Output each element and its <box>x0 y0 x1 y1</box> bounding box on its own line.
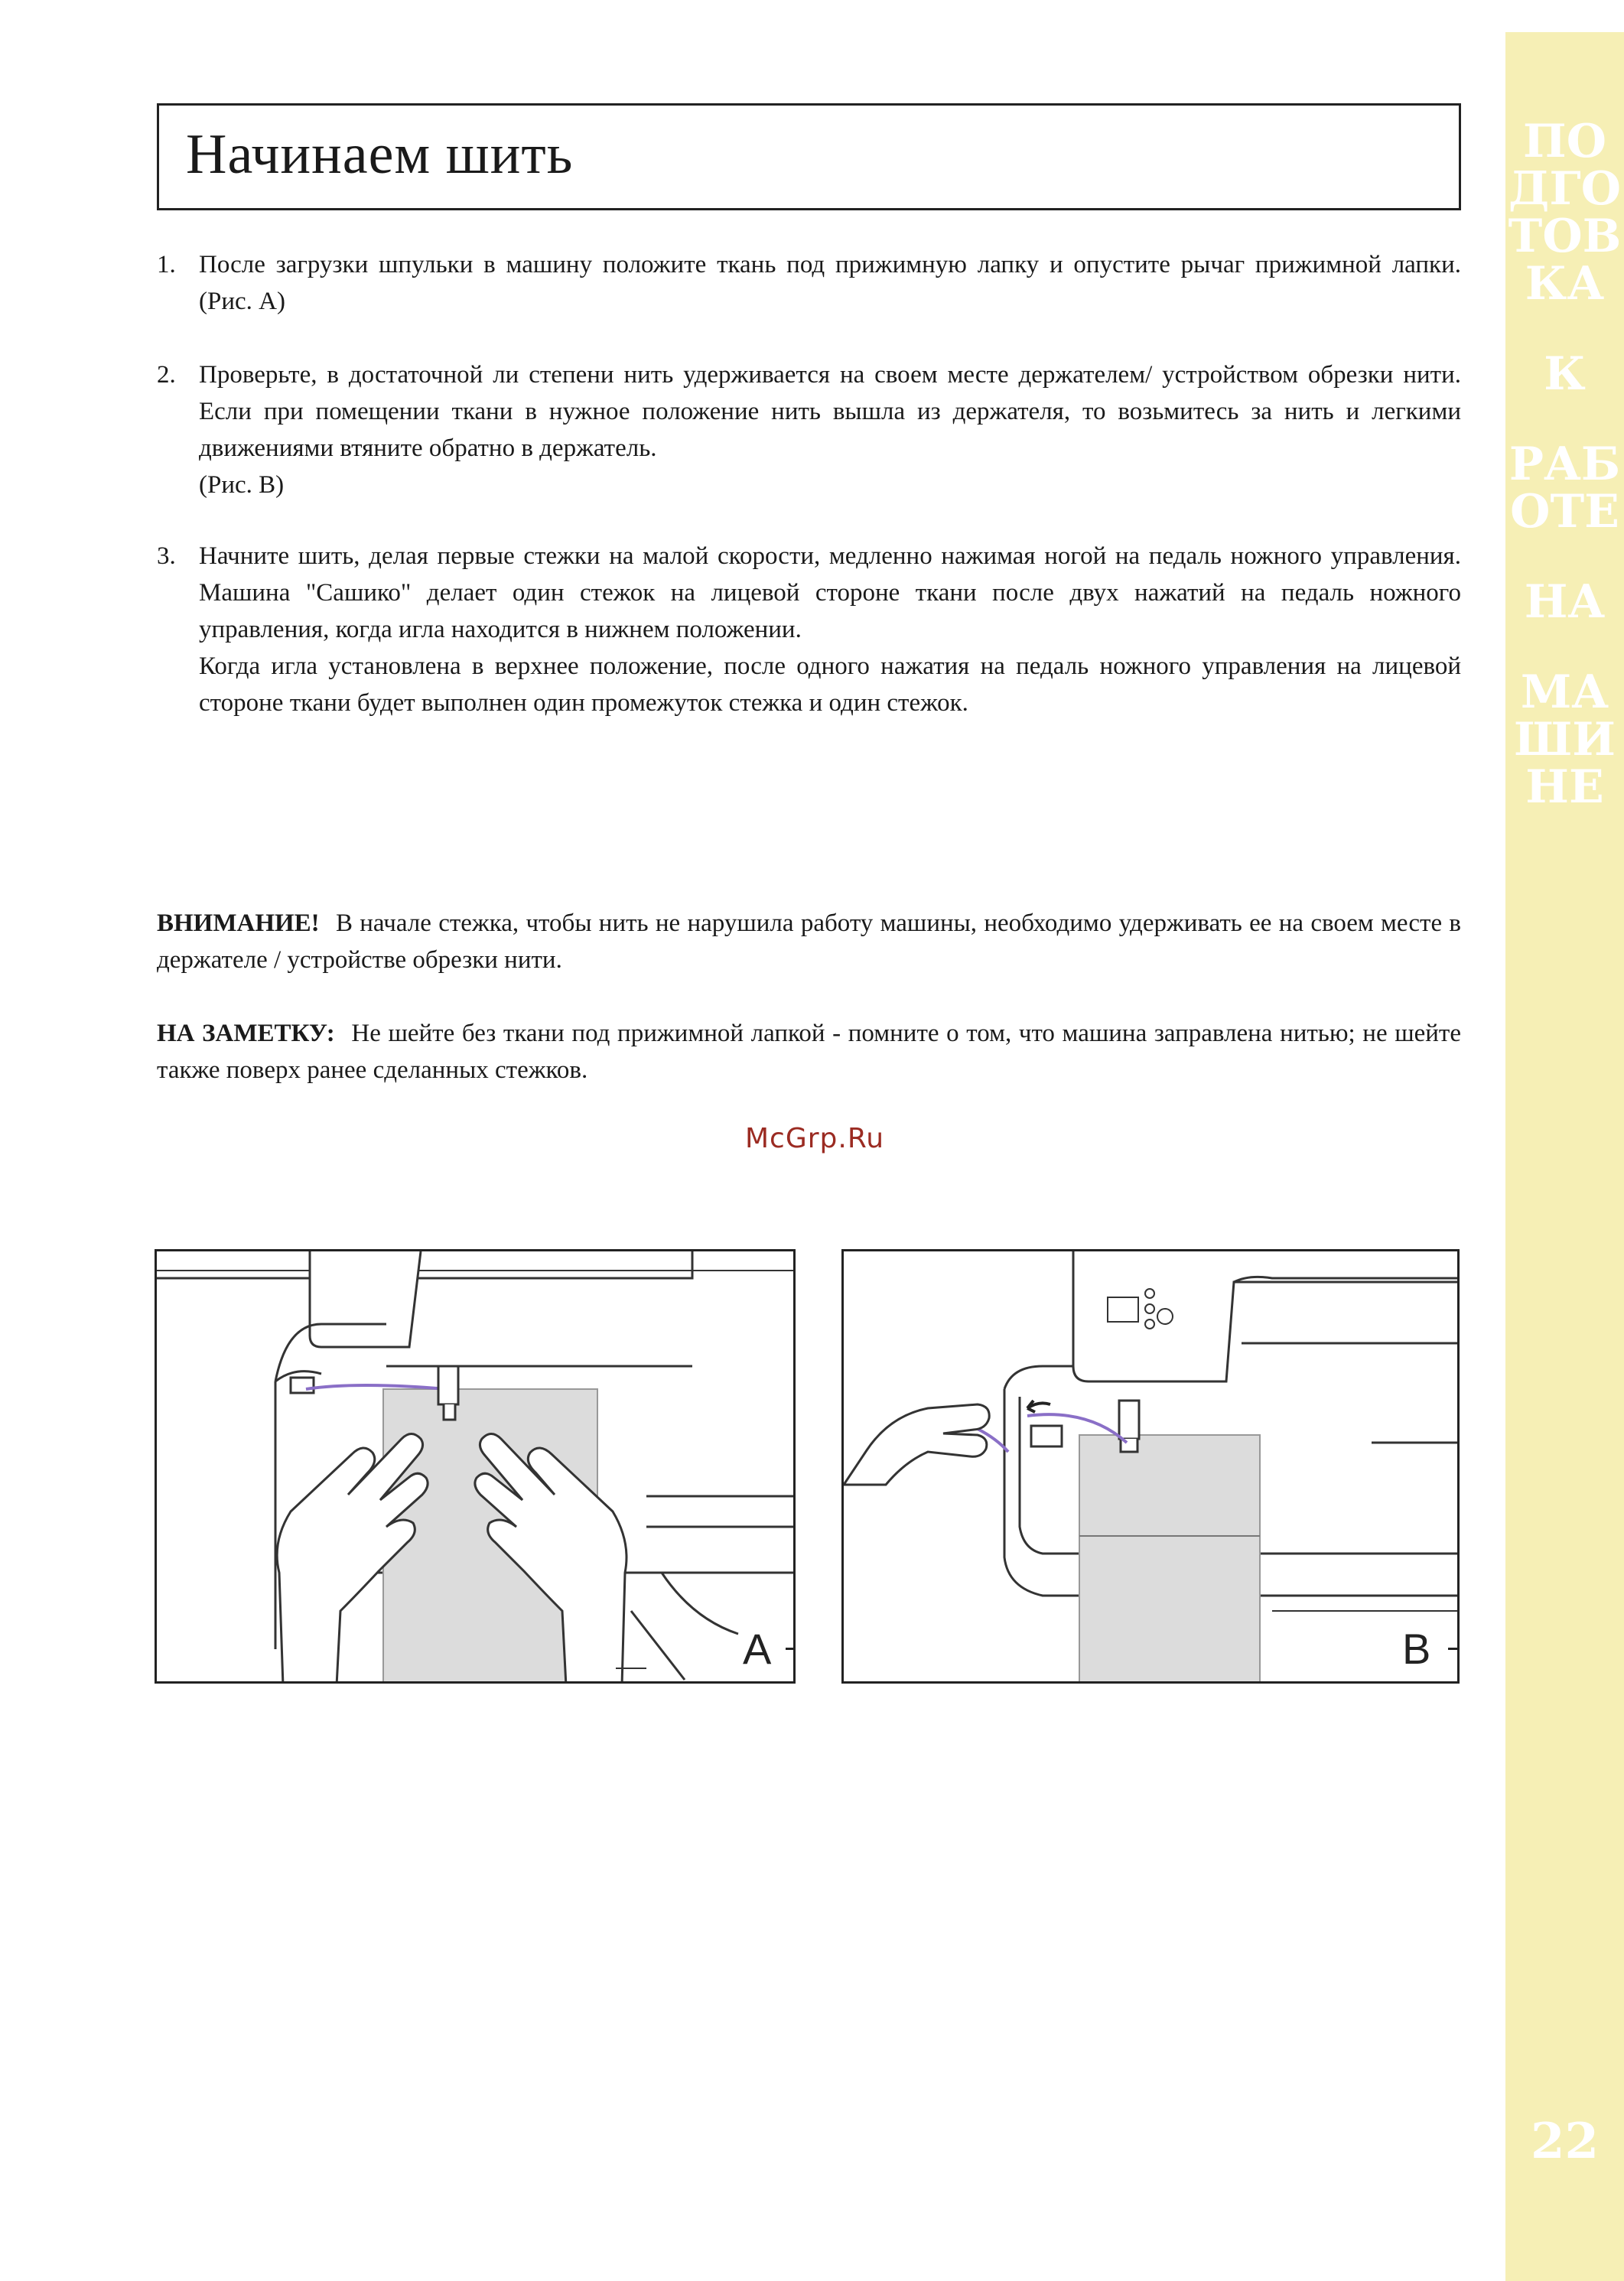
tip-label: НА ЗАМЕТКУ: <box>157 1020 335 1047</box>
tab-word: ПОДГОТОВКА <box>1508 115 1622 311</box>
figure-b-label-tick <box>1448 1648 1460 1650</box>
step-3 <box>157 538 1461 721</box>
page-title: Начинаем шить <box>186 123 574 186</box>
section-tab-title <box>1505 115 1624 854</box>
section-side-tab <box>1505 32 1624 2281</box>
step-number: 1. <box>157 251 176 278</box>
step-text-continued: Когда игла установлена в верхнее положение, после одного нажатия на педаль ножного управления на лицевой стороне ткани будет выполнен один промежуток стежка и один стежок. <box>199 652 1461 717</box>
title-box <box>157 103 1461 210</box>
tab-word: РАБОТЕ <box>1508 438 1621 539</box>
step-figure-ref: (Рис. В) <box>199 471 285 499</box>
figure-a <box>155 1249 796 1684</box>
warning-text: В начале стежка, чтобы нить не нарушила работу машины, необходимо удерживать ее на своем месте в держателе / устройстве обрезки нити. <box>157 909 1461 974</box>
figure-b <box>841 1249 1460 1684</box>
watermark: McGrp.Ru <box>744 1123 885 1154</box>
warning-note <box>157 905 1461 978</box>
tab-word: НА <box>1524 575 1606 629</box>
figure-a-illustration <box>157 1251 796 1684</box>
step-1 <box>157 246 1461 320</box>
notes <box>157 905 1461 1125</box>
warning-label: ВНИМАНИЕ! <box>157 909 320 937</box>
step-text: После загрузки шпульки в машину положите ткань под прижимную лапку и опустите рычаг прижимной лапки. (Рис. А) <box>199 251 1461 315</box>
step-text: Проверьте, в достаточной ли степени нить удерживается на своем месте держателем/ устройством обрезки нити. Если при помещении ткани в нужное положение нить вышла из держателя, то возьмитесь за нить и легкими движениями втяните обратно в держатель. <box>199 361 1461 462</box>
steps-list <box>157 246 1461 721</box>
tab-word: МАШИНЕ <box>1514 665 1616 814</box>
step-text: Начните шить, делая первые стежки на малой скорости, медленно нажимая ногой на педаль ножного управления. Машина "Сашико" делает один стежок на лицевой стороне ткани после двух нажатий на педаль ножного управления, когда игла находится в нижнем положении. <box>199 542 1461 643</box>
tip-note <box>157 1015 1461 1088</box>
step-number: 3. <box>157 542 176 570</box>
step-2 <box>157 356 1461 503</box>
page-number: 22 <box>1530 2113 1600 2170</box>
figure-b-illustration <box>844 1251 1460 1684</box>
tip-text: Не шейте без ткани под прижимной лапкой - помните о том, что машина заправлена нитью; не шейте также поверх ранее сделанных стежков. <box>157 1020 1461 1084</box>
figure-a-label: A <box>743 1625 772 1673</box>
tab-word: К <box>1544 347 1586 401</box>
step-number: 2. <box>157 361 176 389</box>
figure-b-label: B <box>1402 1625 1431 1673</box>
figure-a-label-tick <box>786 1648 796 1650</box>
